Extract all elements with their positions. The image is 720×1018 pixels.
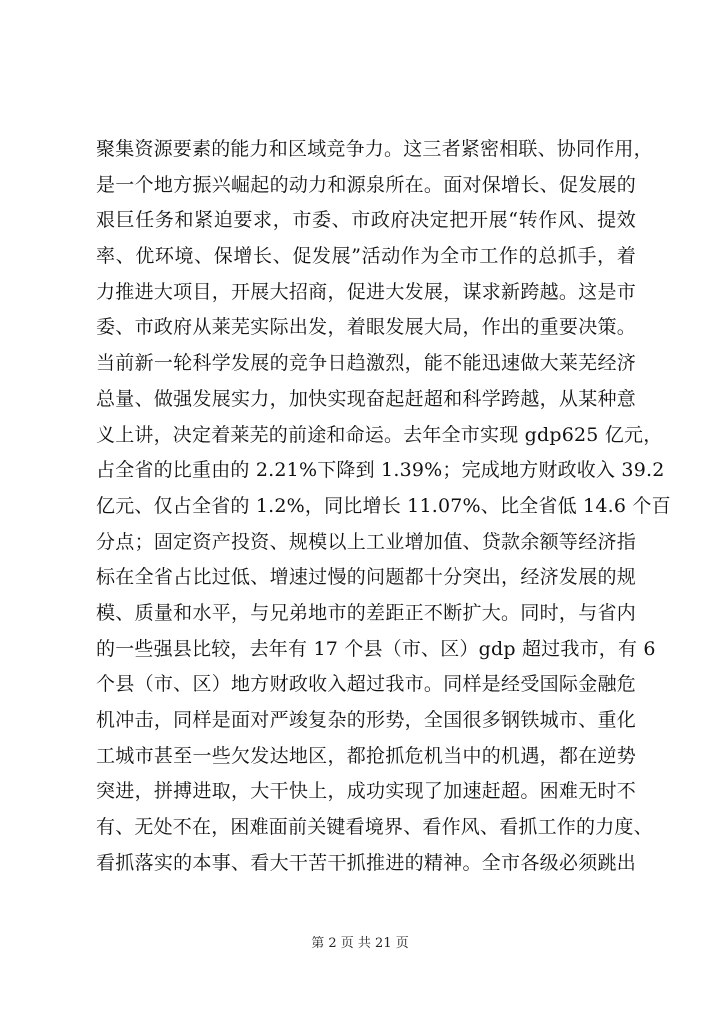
text-line: 机冲击，同样是面对严竣复杂的形势，全国很多钢铁城市、重化: [96, 709, 636, 731]
text-line: 率、优环境、保增长、促发展”活动作为全市工作的总抓手，着: [96, 245, 636, 268]
text-line: 义上讲，决定着莱芜的前途和命运。去年全市实现 gdp625 亿元，: [96, 423, 663, 446]
page-number: 第 2 页 共 21 页: [311, 936, 409, 951]
text-line: 艰巨任务和紧迫要求，市委、市政府决定把开展“转作风、提效: [96, 209, 636, 232]
text-line: 工城市甚至一些欠发达地区，都抢抓危机当中的机遇，都在逆势: [96, 744, 636, 767]
text-line: 总量、做强发展实力，加快实现奋起赶超和科学跨越，从某种意: [96, 387, 636, 410]
text-line: 亿元、仅占全省的 1.2%，同比增长 11.07%、比全省低 14.6 个百: [96, 494, 671, 517]
text-line: 当前新一轮科学发展的竞争日趋激烈，能不能迅速做大莱芜经济: [96, 352, 636, 375]
text-line: 的一些强县比较，去年有 17 个县（市、区）gdp 超过我市，有 6: [96, 637, 656, 660]
text-line: 委、市政府从莱芜实际出发，着眼发展大局，作出的重要决策。: [96, 316, 636, 339]
text-line: 分点；固定资产投资、规模以上工业增加值、贷款余额等经济指: [96, 530, 636, 553]
page-footer: [0, 934, 720, 954]
text-line: 看抓落实的本事、看大干苦干抓推进的精神。全市各级必须跳出: [96, 851, 636, 874]
text-line: 模、质量和水平，与兄弟地市的差距正不断扩大。同时，与省内: [96, 601, 636, 624]
text-line: 有、无处不在，困难面前关键看境界、看作风、看抓工作的力度、: [96, 816, 653, 839]
text-line: 个县（市、区）地方财政收入超过我市。同样是经受国际金融危: [96, 673, 636, 696]
text-line: 突进，拼搏进取，大干快上，成功实现了加速赶超。困难无时不: [96, 780, 636, 803]
text-line: 力推进大项目，开展大招商，促进大发展，谋求新跨越。这是市: [96, 280, 636, 303]
text-line: 占全省的比重由的 2.21%下降到 1.39%；完成地方财政收入 39.2: [96, 459, 665, 482]
text-line: 是一个地方振兴崛起的动力和源泉所在。面对保增长、促发展的: [96, 173, 636, 196]
text-line: 标在全省占比过低、增速过慢的问题都十分突出，经济发展的规: [96, 566, 636, 589]
body-paragraph: [96, 132, 671, 881]
text-line: 聚集资源要素的能力和区域竞争力。这三者紧密相联、协同作用，: [96, 138, 653, 160]
